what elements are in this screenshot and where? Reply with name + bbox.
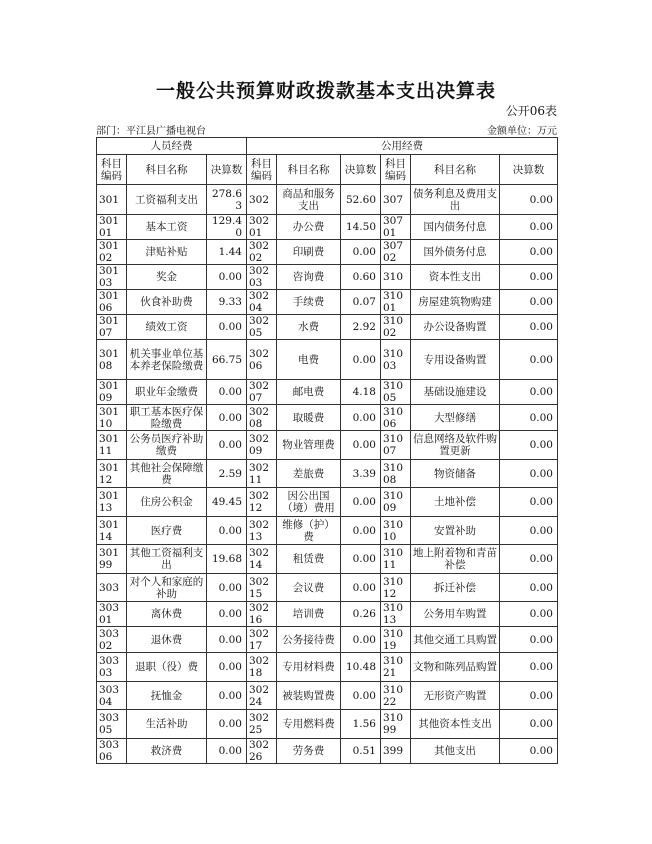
account-name-cell: 基础设施建设 bbox=[411, 380, 500, 405]
amount-cell: 0.00 bbox=[500, 460, 558, 488]
account-name-cell: 公务接待费 bbox=[277, 627, 341, 653]
account-name-cell: 债务利息及费用支出 bbox=[411, 185, 500, 215]
amount-cell: 0.00 bbox=[341, 682, 381, 710]
group-header-row bbox=[97, 138, 558, 155]
amount-cell: 0.00 bbox=[341, 240, 381, 265]
account-code-cell: 310 bbox=[381, 265, 411, 290]
amount-cell: 4.18 bbox=[341, 380, 381, 405]
account-code-cell: 30302 bbox=[97, 627, 127, 653]
account-name-cell: 津贴补贴 bbox=[127, 240, 207, 265]
amount-cell: 0.00 bbox=[500, 517, 558, 545]
account-code-cell: 30303 bbox=[97, 653, 127, 682]
account-name-cell: 水费 bbox=[277, 315, 341, 340]
amount-cell: 49.45 bbox=[207, 488, 247, 517]
account-name-cell: 工资福利支出 bbox=[127, 185, 207, 215]
amount-cell: 0.00 bbox=[207, 739, 247, 764]
account-name-cell: 手续费 bbox=[277, 290, 341, 315]
account-code-cell: 30225 bbox=[247, 710, 277, 739]
account-code-cell: 399 bbox=[381, 739, 411, 764]
column-header-amount: 决算数 bbox=[207, 155, 247, 185]
table-row bbox=[97, 265, 558, 290]
account-code-cell: 30218 bbox=[247, 653, 277, 682]
amount-unit-label: 金额单位：万元 bbox=[487, 126, 557, 137]
account-code-cell: 30106 bbox=[97, 290, 127, 315]
amount-cell: 0.00 bbox=[207, 627, 247, 653]
column-header-code: 科目编码 bbox=[97, 155, 127, 185]
amount-cell: 0.00 bbox=[207, 574, 247, 602]
account-name-cell: 退职（役）费 bbox=[127, 653, 207, 682]
account-name-cell: 物业管理费 bbox=[277, 431, 341, 460]
account-name-cell: 专用材料费 bbox=[277, 653, 341, 682]
amount-cell: 0.00 bbox=[500, 185, 558, 215]
account-name-cell: 专用燃料费 bbox=[277, 710, 341, 739]
account-name-cell: 因公出国（境）费用 bbox=[277, 488, 341, 517]
amount-cell: 0.00 bbox=[207, 710, 247, 739]
amount-cell: 9.33 bbox=[207, 290, 247, 315]
account-name-cell: 信息网络及软件购置更新 bbox=[411, 431, 500, 460]
amount-cell: 0.00 bbox=[500, 240, 558, 265]
account-name-cell: 拆迁补偿 bbox=[411, 574, 500, 602]
account-code-cell: 30102 bbox=[97, 240, 127, 265]
account-code-cell: 31012 bbox=[381, 574, 411, 602]
account-code-cell: 30203 bbox=[247, 265, 277, 290]
table-row bbox=[97, 488, 558, 517]
table-row bbox=[97, 380, 558, 405]
table-row bbox=[97, 315, 558, 340]
account-code-cell: 30206 bbox=[247, 340, 277, 380]
amount-cell: 0.00 bbox=[207, 682, 247, 710]
account-name-cell: 其他资本性支出 bbox=[411, 710, 500, 739]
amount-cell: 10.48 bbox=[341, 653, 381, 682]
amount-cell: 0.51 bbox=[341, 739, 381, 764]
account-code-cell: 30201 bbox=[247, 215, 277, 240]
account-code-cell: 30207 bbox=[247, 380, 277, 405]
amount-cell: 2.92 bbox=[341, 315, 381, 340]
account-name-cell: 无形资产购置 bbox=[411, 682, 500, 710]
account-code-cell: 31010 bbox=[381, 517, 411, 545]
account-code-cell: 30702 bbox=[381, 240, 411, 265]
account-code-cell: 301 bbox=[97, 185, 127, 215]
account-name-cell: 绩效工资 bbox=[127, 315, 207, 340]
amount-cell: 0.00 bbox=[500, 215, 558, 240]
account-code-cell: 30306 bbox=[97, 739, 127, 764]
table-row bbox=[97, 290, 558, 315]
account-name-cell: 伙食补助费 bbox=[127, 290, 207, 315]
amount-cell: 0.00 bbox=[341, 545, 381, 574]
account-code-cell: 30101 bbox=[97, 215, 127, 240]
account-name-cell: 土地补偿 bbox=[411, 488, 500, 517]
table-row bbox=[97, 739, 558, 764]
table-row bbox=[97, 682, 558, 710]
account-code-cell: 30217 bbox=[247, 627, 277, 653]
account-code-cell: 30205 bbox=[247, 315, 277, 340]
form-number: 公开06表 bbox=[505, 104, 557, 118]
amount-cell: 0.00 bbox=[500, 739, 558, 764]
column-header-name: 科目名称 bbox=[127, 155, 207, 185]
account-name-cell: 基本工资 bbox=[127, 215, 207, 240]
account-name-cell: 国外债务付息 bbox=[411, 240, 500, 265]
department-label: 部门：平江县广播电视台 bbox=[96, 126, 206, 137]
account-code-cell: 30213 bbox=[247, 517, 277, 545]
amount-cell: 0.60 bbox=[341, 265, 381, 290]
account-name-cell: 被装购置费 bbox=[277, 682, 341, 710]
amount-cell: 0.00 bbox=[500, 682, 558, 710]
account-name-cell: 办公费 bbox=[277, 215, 341, 240]
amount-cell: 278.63 bbox=[207, 185, 247, 215]
account-name-cell: 公务员医疗补助缴费 bbox=[127, 431, 207, 460]
column-header-code: 科目编码 bbox=[381, 155, 411, 185]
table-row bbox=[97, 574, 558, 602]
account-name-cell: 救济费 bbox=[127, 739, 207, 764]
amount-cell: 0.00 bbox=[500, 340, 558, 380]
account-name-cell: 会议费 bbox=[277, 574, 341, 602]
account-code-cell: 302 bbox=[247, 185, 277, 215]
account-name-cell: 生活补助 bbox=[127, 710, 207, 739]
account-code-cell: 303 bbox=[97, 574, 127, 602]
account-code-cell: 31002 bbox=[381, 315, 411, 340]
amount-cell: 0.00 bbox=[207, 265, 247, 290]
account-code-cell: 30226 bbox=[247, 739, 277, 764]
account-name-cell: 邮电费 bbox=[277, 380, 341, 405]
amount-cell: 0.00 bbox=[500, 405, 558, 431]
table-row bbox=[97, 215, 558, 240]
account-code-cell: 31006 bbox=[381, 405, 411, 431]
table-row bbox=[97, 653, 558, 682]
account-name-cell: 机关事业单位基本养老保险缴费 bbox=[127, 340, 207, 380]
amount-cell: 0.00 bbox=[500, 602, 558, 627]
account-name-cell: 印刷费 bbox=[277, 240, 341, 265]
table-row bbox=[97, 545, 558, 574]
column-header-code: 科目编码 bbox=[247, 155, 277, 185]
amount-cell: 52.60 bbox=[341, 185, 381, 215]
amount-cell: 0.26 bbox=[341, 602, 381, 627]
account-code-cell: 30107 bbox=[97, 315, 127, 340]
amount-cell: 0.00 bbox=[500, 315, 558, 340]
amount-cell: 0.00 bbox=[341, 488, 381, 517]
account-code-cell: 30114 bbox=[97, 517, 127, 545]
account-name-cell: 劳务费 bbox=[277, 739, 341, 764]
account-name-cell: 地上附着物和青苗补偿 bbox=[411, 545, 500, 574]
account-code-cell: 31021 bbox=[381, 653, 411, 682]
account-code-cell: 31022 bbox=[381, 682, 411, 710]
account-code-cell: 30103 bbox=[97, 265, 127, 290]
amount-cell: 0.00 bbox=[341, 431, 381, 460]
account-name-cell: 咨询费 bbox=[277, 265, 341, 290]
account-code-cell: 31008 bbox=[381, 460, 411, 488]
amount-cell: 0.00 bbox=[207, 653, 247, 682]
table-row bbox=[97, 710, 558, 739]
account-name-cell: 其他社会保障缴费 bbox=[127, 460, 207, 488]
amount-cell: 129.40 bbox=[207, 215, 247, 240]
account-name-cell: 住房公积金 bbox=[127, 488, 207, 517]
amount-cell: 0.00 bbox=[207, 431, 247, 460]
amount-cell: 0.00 bbox=[341, 340, 381, 380]
account-code-cell: 31099 bbox=[381, 710, 411, 739]
account-code-cell: 31005 bbox=[381, 380, 411, 405]
account-code-cell: 31007 bbox=[381, 431, 411, 460]
amount-cell: 0.00 bbox=[500, 627, 558, 653]
account-name-cell: 取暖费 bbox=[277, 405, 341, 431]
table-row bbox=[97, 431, 558, 460]
account-code-cell: 30112 bbox=[97, 460, 127, 488]
account-name-cell: 其他交通工具购置 bbox=[411, 627, 500, 653]
account-code-cell: 30209 bbox=[247, 431, 277, 460]
amount-cell: 0.00 bbox=[500, 290, 558, 315]
account-code-cell: 307 bbox=[381, 185, 411, 215]
account-code-cell: 30301 bbox=[97, 602, 127, 627]
amount-cell: 0.00 bbox=[341, 517, 381, 545]
amount-cell: 0.00 bbox=[207, 380, 247, 405]
account-name-cell: 安置补助 bbox=[411, 517, 500, 545]
account-code-cell: 30215 bbox=[247, 574, 277, 602]
table-row bbox=[97, 340, 558, 380]
table-row bbox=[97, 517, 558, 545]
account-name-cell: 文物和陈列品购置 bbox=[411, 653, 500, 682]
account-code-cell: 31019 bbox=[381, 627, 411, 653]
account-code-cell: 30212 bbox=[247, 488, 277, 517]
amount-cell: 14.50 bbox=[341, 215, 381, 240]
amount-cell: 0.07 bbox=[341, 290, 381, 315]
account-name-cell: 其他支出 bbox=[411, 739, 500, 764]
column-header-name: 科目名称 bbox=[411, 155, 500, 185]
account-code-cell: 30113 bbox=[97, 488, 127, 517]
table-row bbox=[97, 602, 558, 627]
table-row bbox=[97, 405, 558, 431]
account-code-cell: 30211 bbox=[247, 460, 277, 488]
account-name-cell: 物资储备 bbox=[411, 460, 500, 488]
amount-cell: 0.00 bbox=[500, 710, 558, 739]
account-code-cell: 30214 bbox=[247, 545, 277, 574]
account-code-cell: 30202 bbox=[247, 240, 277, 265]
column-header-amount: 决算数 bbox=[341, 155, 381, 185]
account-code-cell: 30110 bbox=[97, 405, 127, 431]
amount-cell: 2.59 bbox=[207, 460, 247, 488]
account-name-cell: 办公设备购置 bbox=[411, 315, 500, 340]
account-name-cell: 退休费 bbox=[127, 627, 207, 653]
account-name-cell: 资本性支出 bbox=[411, 265, 500, 290]
account-code-cell: 30111 bbox=[97, 431, 127, 460]
account-name-cell: 商品和服务支出 bbox=[277, 185, 341, 215]
account-name-cell: 电费 bbox=[277, 340, 341, 380]
amount-cell: 0.00 bbox=[500, 265, 558, 290]
account-name-cell: 专用设备购置 bbox=[411, 340, 500, 380]
amount-cell: 0.00 bbox=[341, 405, 381, 431]
account-code-cell: 30304 bbox=[97, 682, 127, 710]
account-name-cell: 培训费 bbox=[277, 602, 341, 627]
amount-cell: 0.00 bbox=[500, 653, 558, 682]
account-name-cell: 对个人和家庭的补助 bbox=[127, 574, 207, 602]
account-name-cell: 租赁费 bbox=[277, 545, 341, 574]
table-row bbox=[97, 627, 558, 653]
report-title: 一般公共预算财政拨款基本支出决算表 bbox=[155, 80, 496, 102]
amount-cell: 1.44 bbox=[207, 240, 247, 265]
account-name-cell: 职工基本医疗保险缴费 bbox=[127, 405, 207, 431]
amount-cell: 0.00 bbox=[500, 431, 558, 460]
account-code-cell: 30305 bbox=[97, 710, 127, 739]
column-header-row bbox=[97, 155, 558, 185]
amount-cell: 0.00 bbox=[207, 405, 247, 431]
amount-cell: 3.39 bbox=[341, 460, 381, 488]
account-name-cell: 差旅费 bbox=[277, 460, 341, 488]
account-code-cell: 31013 bbox=[381, 602, 411, 627]
account-name-cell: 抚恤金 bbox=[127, 682, 207, 710]
public-group-header: 公用经费 bbox=[247, 138, 558, 155]
amount-cell: 66.75 bbox=[207, 340, 247, 380]
account-name-cell: 大型修缮 bbox=[411, 405, 500, 431]
personnel-group-header: 人员经费 bbox=[97, 138, 247, 155]
amount-cell: 0.00 bbox=[341, 574, 381, 602]
account-code-cell: 31001 bbox=[381, 290, 411, 315]
account-name-cell: 公务用车购置 bbox=[411, 602, 500, 627]
amount-cell: 0.00 bbox=[500, 574, 558, 602]
amount-cell: 1.56 bbox=[341, 710, 381, 739]
amount-cell: 0.00 bbox=[207, 517, 247, 545]
amount-cell: 0.00 bbox=[341, 627, 381, 653]
account-code-cell: 30208 bbox=[247, 405, 277, 431]
amount-cell: 19.68 bbox=[207, 545, 247, 574]
account-name-cell: 房屋建筑物购建 bbox=[411, 290, 500, 315]
account-name-cell: 其他工资福利支出 bbox=[127, 545, 207, 574]
account-code-cell: 30108 bbox=[97, 340, 127, 380]
account-code-cell: 31009 bbox=[381, 488, 411, 517]
amount-cell: 0.00 bbox=[500, 380, 558, 405]
account-code-cell: 30109 bbox=[97, 380, 127, 405]
account-code-cell: 30224 bbox=[247, 682, 277, 710]
amount-cell: 0.00 bbox=[500, 545, 558, 574]
account-code-cell: 31011 bbox=[381, 545, 411, 574]
account-name-cell: 国内债务付息 bbox=[411, 215, 500, 240]
column-header-name: 科目名称 bbox=[277, 155, 341, 185]
account-code-cell: 30199 bbox=[97, 545, 127, 574]
account-name-cell: 医疗费 bbox=[127, 517, 207, 545]
amount-cell: 0.00 bbox=[500, 488, 558, 517]
amount-cell: 0.00 bbox=[207, 602, 247, 627]
amount-cell: 0.00 bbox=[207, 315, 247, 340]
account-name-cell: 职业年金缴费 bbox=[127, 380, 207, 405]
account-name-cell: 离休费 bbox=[127, 602, 207, 627]
account-code-cell: 30701 bbox=[381, 215, 411, 240]
table-row bbox=[97, 240, 558, 265]
expenditure-table bbox=[96, 137, 558, 764]
account-code-cell: 30204 bbox=[247, 290, 277, 315]
table-row bbox=[97, 185, 558, 215]
column-header-amount: 决算数 bbox=[500, 155, 558, 185]
table-row bbox=[97, 460, 558, 488]
account-code-cell: 31003 bbox=[381, 340, 411, 380]
account-name-cell: 奖金 bbox=[127, 265, 207, 290]
account-code-cell: 30216 bbox=[247, 602, 277, 627]
account-name-cell: 维修（护）费 bbox=[277, 517, 341, 545]
